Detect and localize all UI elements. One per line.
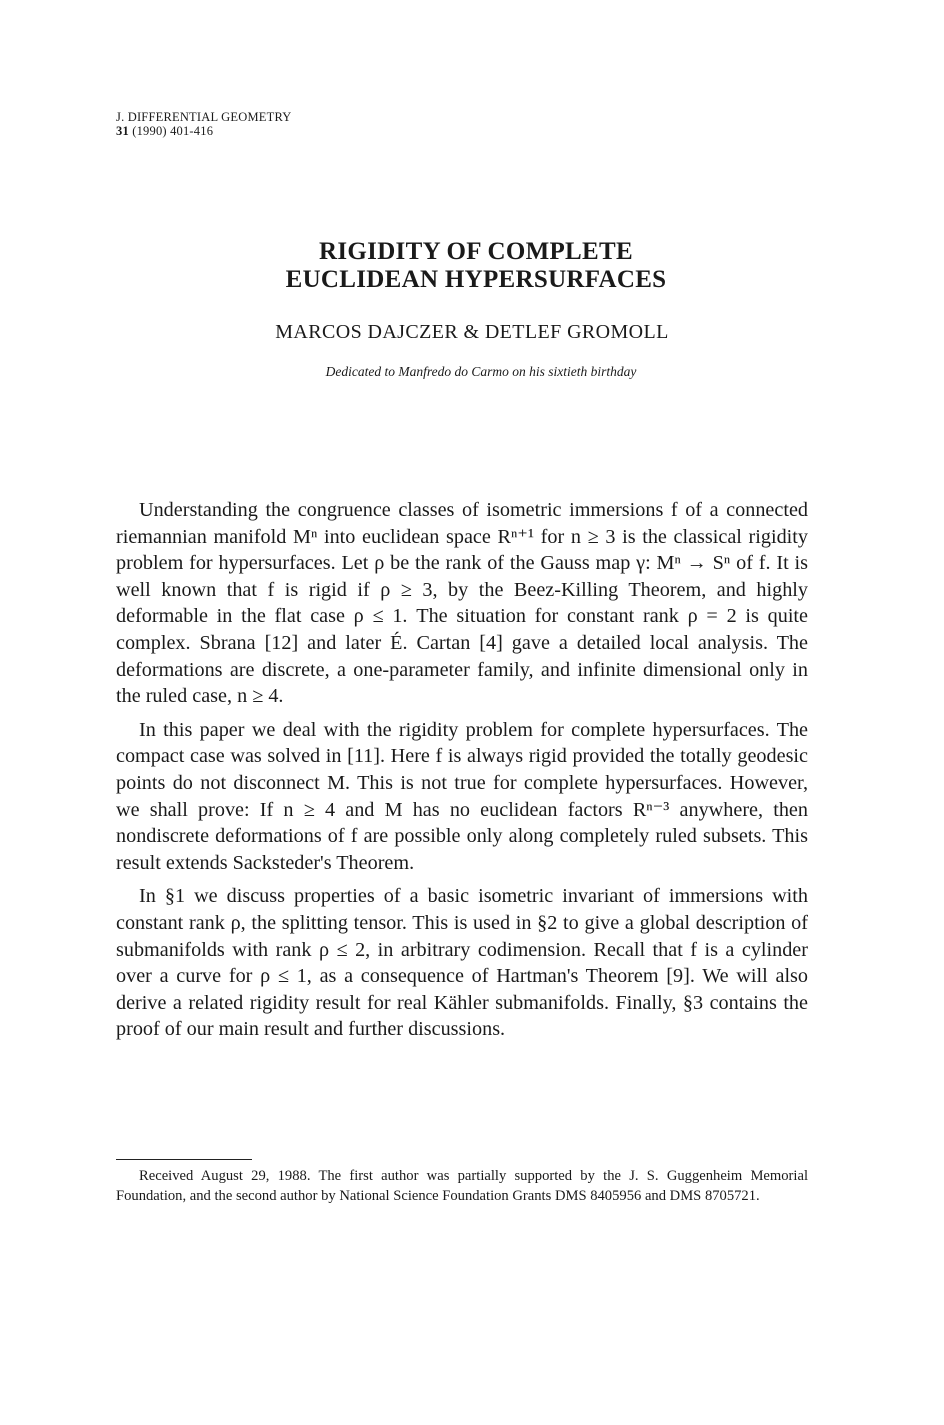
dedication: Dedicated to Manfredo do Carmo on his sixtieth birthday: [325, 364, 637, 379]
paper-authors: MARCOS DAJCZER & DETLEF GROMOLL: [275, 321, 669, 343]
paper-title: [0, 238, 944, 294]
footnote: Received August 29, 1988. The first author was partially supported by the J. S. Guggenheim Memorial Foundation, and the second author by National Science Foundation Grants DMS 8405956 and DMS 8705721.: [116, 1168, 808, 1204]
journal-header: [116, 110, 292, 138]
paragraph-1: Understanding the congruence classes of isometric immersions f of a connected riemannian manifold Mⁿ into euclidean space Rⁿ⁺¹ for n ≥ 3 is the classical rigidity problem for hypersurfaces. Let ρ be the rank of the Gauss map γ: Mⁿ → Sⁿ of f. It is well known that f is rigid if ρ ≥ 3, by the Beez-Killing Theorem, and highly deformable in the flat case ρ ≤ 1. The situation for constant rank ρ = 2 is quite complex. Sbrana [12] and later É. Cartan [4] gave a detailed local analysis. The deformations are discrete, a one-parameter family, and infinite dimensional only in the ruled case, n ≥ 4.: [116, 499, 808, 708]
paper-title-line-1: RIGIDITY OF COMPLETE: [319, 238, 633, 265]
footnote-divider: [116, 1159, 252, 1160]
journal-name: J. DIFFERENTIAL GEOMETRY: [116, 110, 292, 124]
paragraph-3: In §1 we discuss properties of a basic isometric invariant of immersions with constant rank ρ, the splitting tensor. This is used in §2 to give a global description of submanifolds with rank ρ ≤ 2, in arbitrary codimension. Recall that f is a cylinder over a curve for ρ ≤ 1, as a consequence of Hartman's Theorem [9]. We will also derive a related rigidity result for real Kähler submanifolds. Finally, §3 contains the proof of our main result and further discussions.: [116, 885, 808, 1041]
journal-year-pages: (1990) 401-416: [128, 124, 214, 138]
journal-volume: 31: [116, 124, 129, 138]
body-text: [116, 497, 808, 1050]
paragraph-2: In this paper we deal with the rigidity problem for complete hypersurfaces. The compact case was solved in [11]. Here f is always rigid provided the totally geodesic points do not disconnect M. This is not true for complete hypersurfaces. However, we shall prove: If n ≥ 4 and M has no euclidean factors Rⁿ⁻³ anywhere, then nondiscrete deformations of f are possible only along completely ruled subsets. This result extends Sacksteder's Theorem.: [116, 718, 808, 874]
paper-title-line-2: EUCLIDEAN HYPERSURFACES: [285, 266, 667, 293]
journal-citation: [116, 124, 292, 138]
